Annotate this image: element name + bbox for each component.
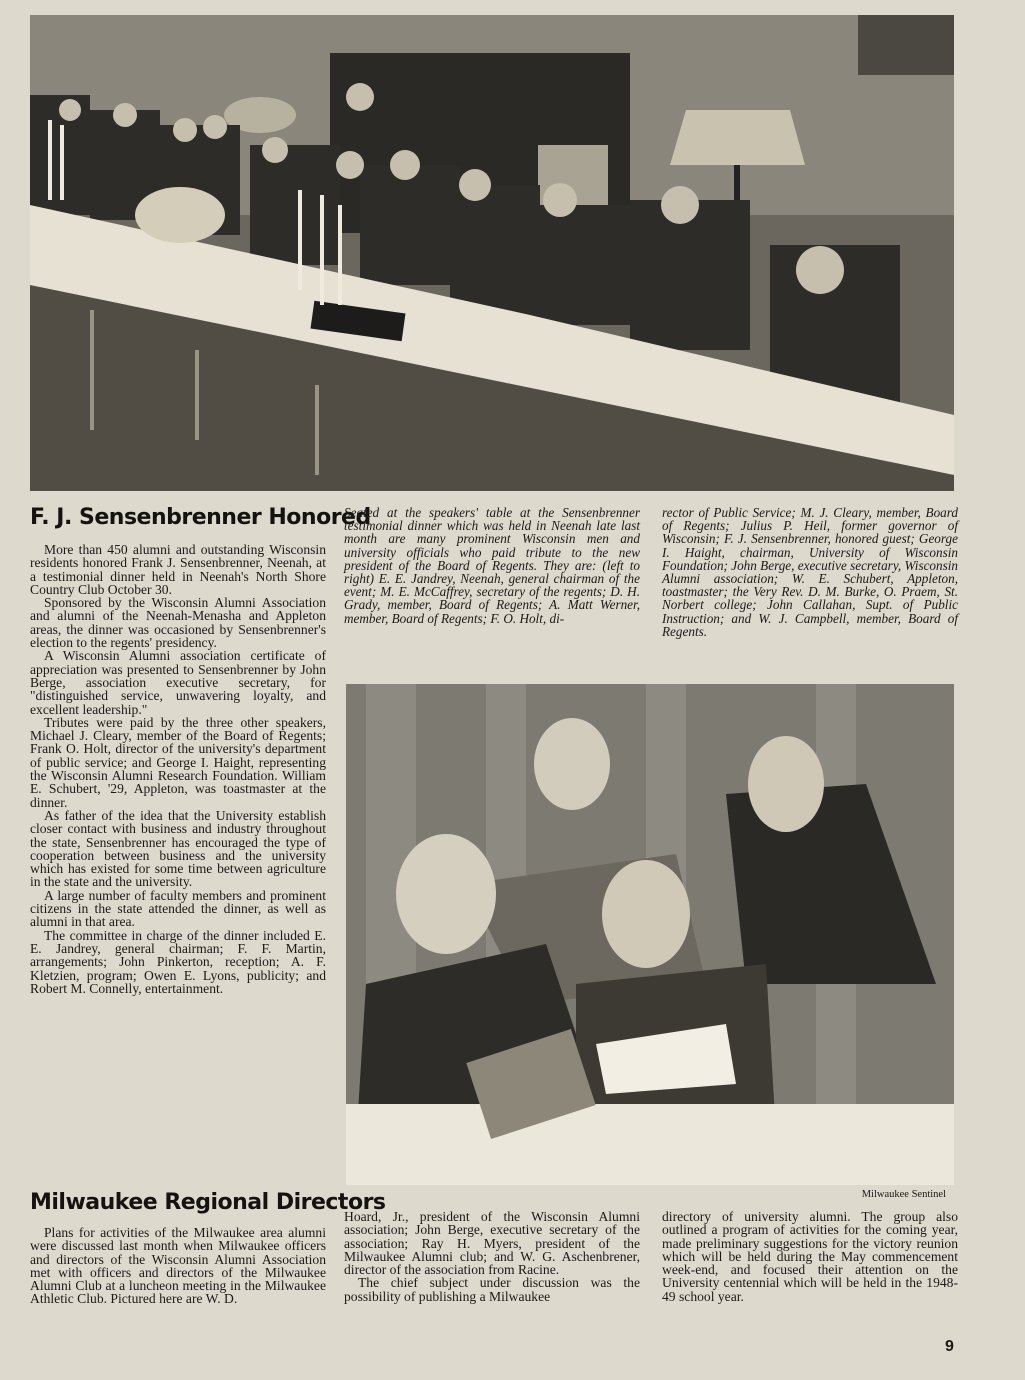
paragraph: Tributes were paid by the three other speakers, Michael J. Cleary, member of the Board of Regents; Frank O. Holt, director of the university's department of public service; and George I. Haight, representing the Wisconsin Alumni Research Foundation. William E. Schubert, '29, Appleton, was toastmaster at the dinner.	[30, 714, 326, 810]
article-body-sensenbrenner	[30, 543, 326, 995]
banquet-photo	[30, 15, 954, 491]
paragraph: Sponsored by the Wisconsin Alumni Association and alumni of the Neenah-Menasha and Appleton areas, the dinner was occasioned by Sensenbrenner's election to the regents' presidency.	[30, 595, 326, 651]
banquet-caption-col1: Seated at the speakers' table at the Sensenbrenner testimonial dinner which was held in Neenah late last month are many prominent Wisconsin men and university officials who paid tribute to the new president of the Board of Regents. They are: (left to right) E. E. Jandrey, Neenah, general chairman of the event; M. E. McCaffrey, secretary of the regents; D. H. Grady, member, Board of Regents; A. Matt Werner, member, Board of Regents; F. O. Holt, di-	[344, 505, 640, 626]
article-headline-milwaukee: Milwaukee Regional Directors	[30, 1190, 386, 1215]
banquet-scene	[30, 15, 954, 491]
milwaukee-directors-photo	[346, 684, 954, 1185]
article-headline-sensenbrenner: F. J. Sensenbrenner Honored	[30, 505, 371, 530]
directors-scene	[346, 684, 954, 1185]
paragraph: A large number of faculty members and prominent citizens in the state attended the dinner, as well as alumni in that area.	[30, 887, 326, 930]
paragraph: More than 450 alumni and outstanding Wisconsin residents honored Frank J. Sensenbrenner, Neenah, at a testimonial dinner held in Neenah's North Shore Country Club October 30.	[30, 542, 326, 597]
paragraph: The committee in charge of the dinner included E. E. Jandrey, general chairman; F. F. Martin, arrangements; John Pinkerton, reception; A. F. Kletzien, program; Owen E. Lyons, publicity; and Robert M. Connelly, entertainment.	[30, 927, 326, 996]
paragraph: A Wisconsin Alumni association certificate of appreciation was presented to Sensenbrenner by John Berge, association executive secretary, for "distinguished service, unwavering loyalty, and excellent leadership."	[30, 648, 326, 717]
photo-credit: Milwaukee Sentinel	[861, 1189, 946, 1200]
milwaukee-text-col1: Plans for activities of the Milwaukee area alumni were discussed last month when Milwaukee officers and directors of the Wisconsin Alumni Association met with officers and directors of the Milwaukee Alumni Club at a luncheon meeting in the Milwaukee Athletic Club. Pictured here are W. D.	[30, 1225, 326, 1307]
milwaukee-text-col3: directory of university alumni. The group also outlined a program of activities for the coming year, made preliminary suggestions for the victory reunion which will be held during the May commencement week-end, and focused their attention on the University centennial which will be held in the 1948-49 school year.	[662, 1209, 958, 1304]
milwaukee-col2-para1: Hoard, Jr., president of the Wisconsin Alumni association; John Berge, executive secretary of the association; Ray H. Myers, president of the Milwaukee Alumni club; and W. G. Aschenbrener, director of the association from Racine.	[344, 1209, 640, 1278]
milwaukee-text-col2	[344, 1210, 640, 1303]
paragraph: As father of the idea that the University establish closer contact with business and industry throughout the state, Sensenbrenner has encouraged the type of cooperation between business and the university which has existed for some time between agriculture in the state and the university.	[30, 807, 326, 890]
milwaukee-col2-para2: The chief subject under discussion was the possibility of publishing a Milwaukee	[344, 1275, 640, 1304]
banquet-caption-col2: rector of Public Service; M. J. Cleary, member, Board of Regents; Julius P. Heil, former governor of Wisconsin; F. J. Sensenbrenner, honored guest; George I. Haight, chairman, University of Wisconsin Foundation; John Berge, executive secretary, Wisconsin Alumni association; W. E. Schubert, Appleton, toastmaster; the Very Rev. D. M. Burke, O. Praem, St. Norbert college; John Callahan, Supt. of Public Instruction; and W. J. Campbell, member, Board of Regents.	[662, 505, 959, 639]
page-number: 9	[945, 1338, 954, 1355]
